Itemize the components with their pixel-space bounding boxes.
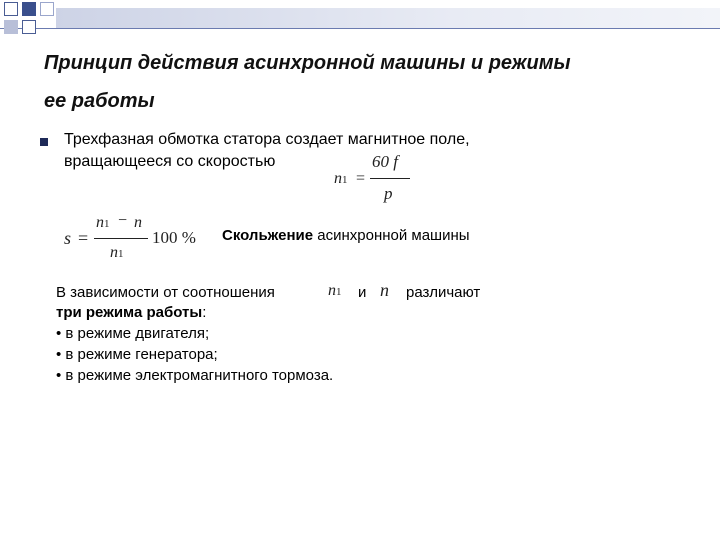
mode-item-generator: • в режиме генератора; bbox=[56, 346, 218, 363]
modes-sym-n1-sub: 1 bbox=[336, 286, 342, 298]
decor-square bbox=[22, 2, 36, 16]
modes-heading-bold: три режима работы bbox=[56, 304, 203, 321]
decor-square bbox=[4, 20, 18, 34]
slip-caption-bold: Скольжение bbox=[222, 227, 314, 244]
slip-num-n1-sub: 1 bbox=[104, 218, 110, 230]
modes-intro-before: В зависимости от соотношения bbox=[56, 284, 275, 301]
fraction-bar bbox=[370, 178, 410, 179]
slip-num-n1: n bbox=[96, 214, 104, 231]
modes-heading-colon: : bbox=[202, 304, 207, 321]
slip-caption-rest: асинхронной машины bbox=[313, 227, 470, 244]
formula-lhs-sub: 1 bbox=[342, 174, 348, 186]
modes-sym-n: n bbox=[380, 280, 389, 300]
slip-fraction-bar bbox=[94, 238, 148, 239]
slip-minus: − bbox=[118, 212, 128, 229]
slip-num-n: n bbox=[134, 214, 142, 231]
bullet-text-line1: Трехфазная обмотка статора создает магнитное поле, bbox=[64, 131, 470, 148]
header-gradient-bar bbox=[56, 8, 720, 28]
decor-square bbox=[22, 20, 36, 34]
modes-and: и bbox=[358, 284, 367, 301]
slip-caption bbox=[222, 227, 470, 244]
decor-square bbox=[4, 2, 18, 16]
modes-heading bbox=[56, 304, 206, 321]
formula-numerator: 60 f bbox=[372, 152, 398, 171]
slide-title-line1: Принцип действия асинхронной машины и режимы bbox=[44, 52, 571, 74]
modes-intro-after: различают bbox=[406, 284, 481, 301]
formula-denominator: p bbox=[384, 184, 393, 203]
formula-eq: = bbox=[356, 170, 366, 187]
bullet-text-line2: вращающееся со скоростью bbox=[64, 153, 276, 170]
slip-times: 100 % bbox=[152, 228, 196, 247]
bullet-marker bbox=[40, 138, 48, 146]
slip-den-n1: n bbox=[110, 244, 118, 261]
mode-item-motor: • в режиме двигателя; bbox=[56, 325, 210, 342]
slip-den-n1-sub: 1 bbox=[118, 248, 124, 260]
decor-square bbox=[40, 2, 54, 16]
slide-title-line2: ее работы bbox=[44, 90, 155, 112]
mode-item-brake: • в режиме электромагнитного тормоза. bbox=[56, 367, 334, 384]
slip-eq: = bbox=[78, 228, 89, 248]
formula-lhs: n bbox=[334, 170, 342, 187]
header-rule bbox=[0, 28, 720, 29]
slip-lhs: s bbox=[64, 228, 72, 248]
modes-sym-n1: n bbox=[328, 282, 336, 299]
